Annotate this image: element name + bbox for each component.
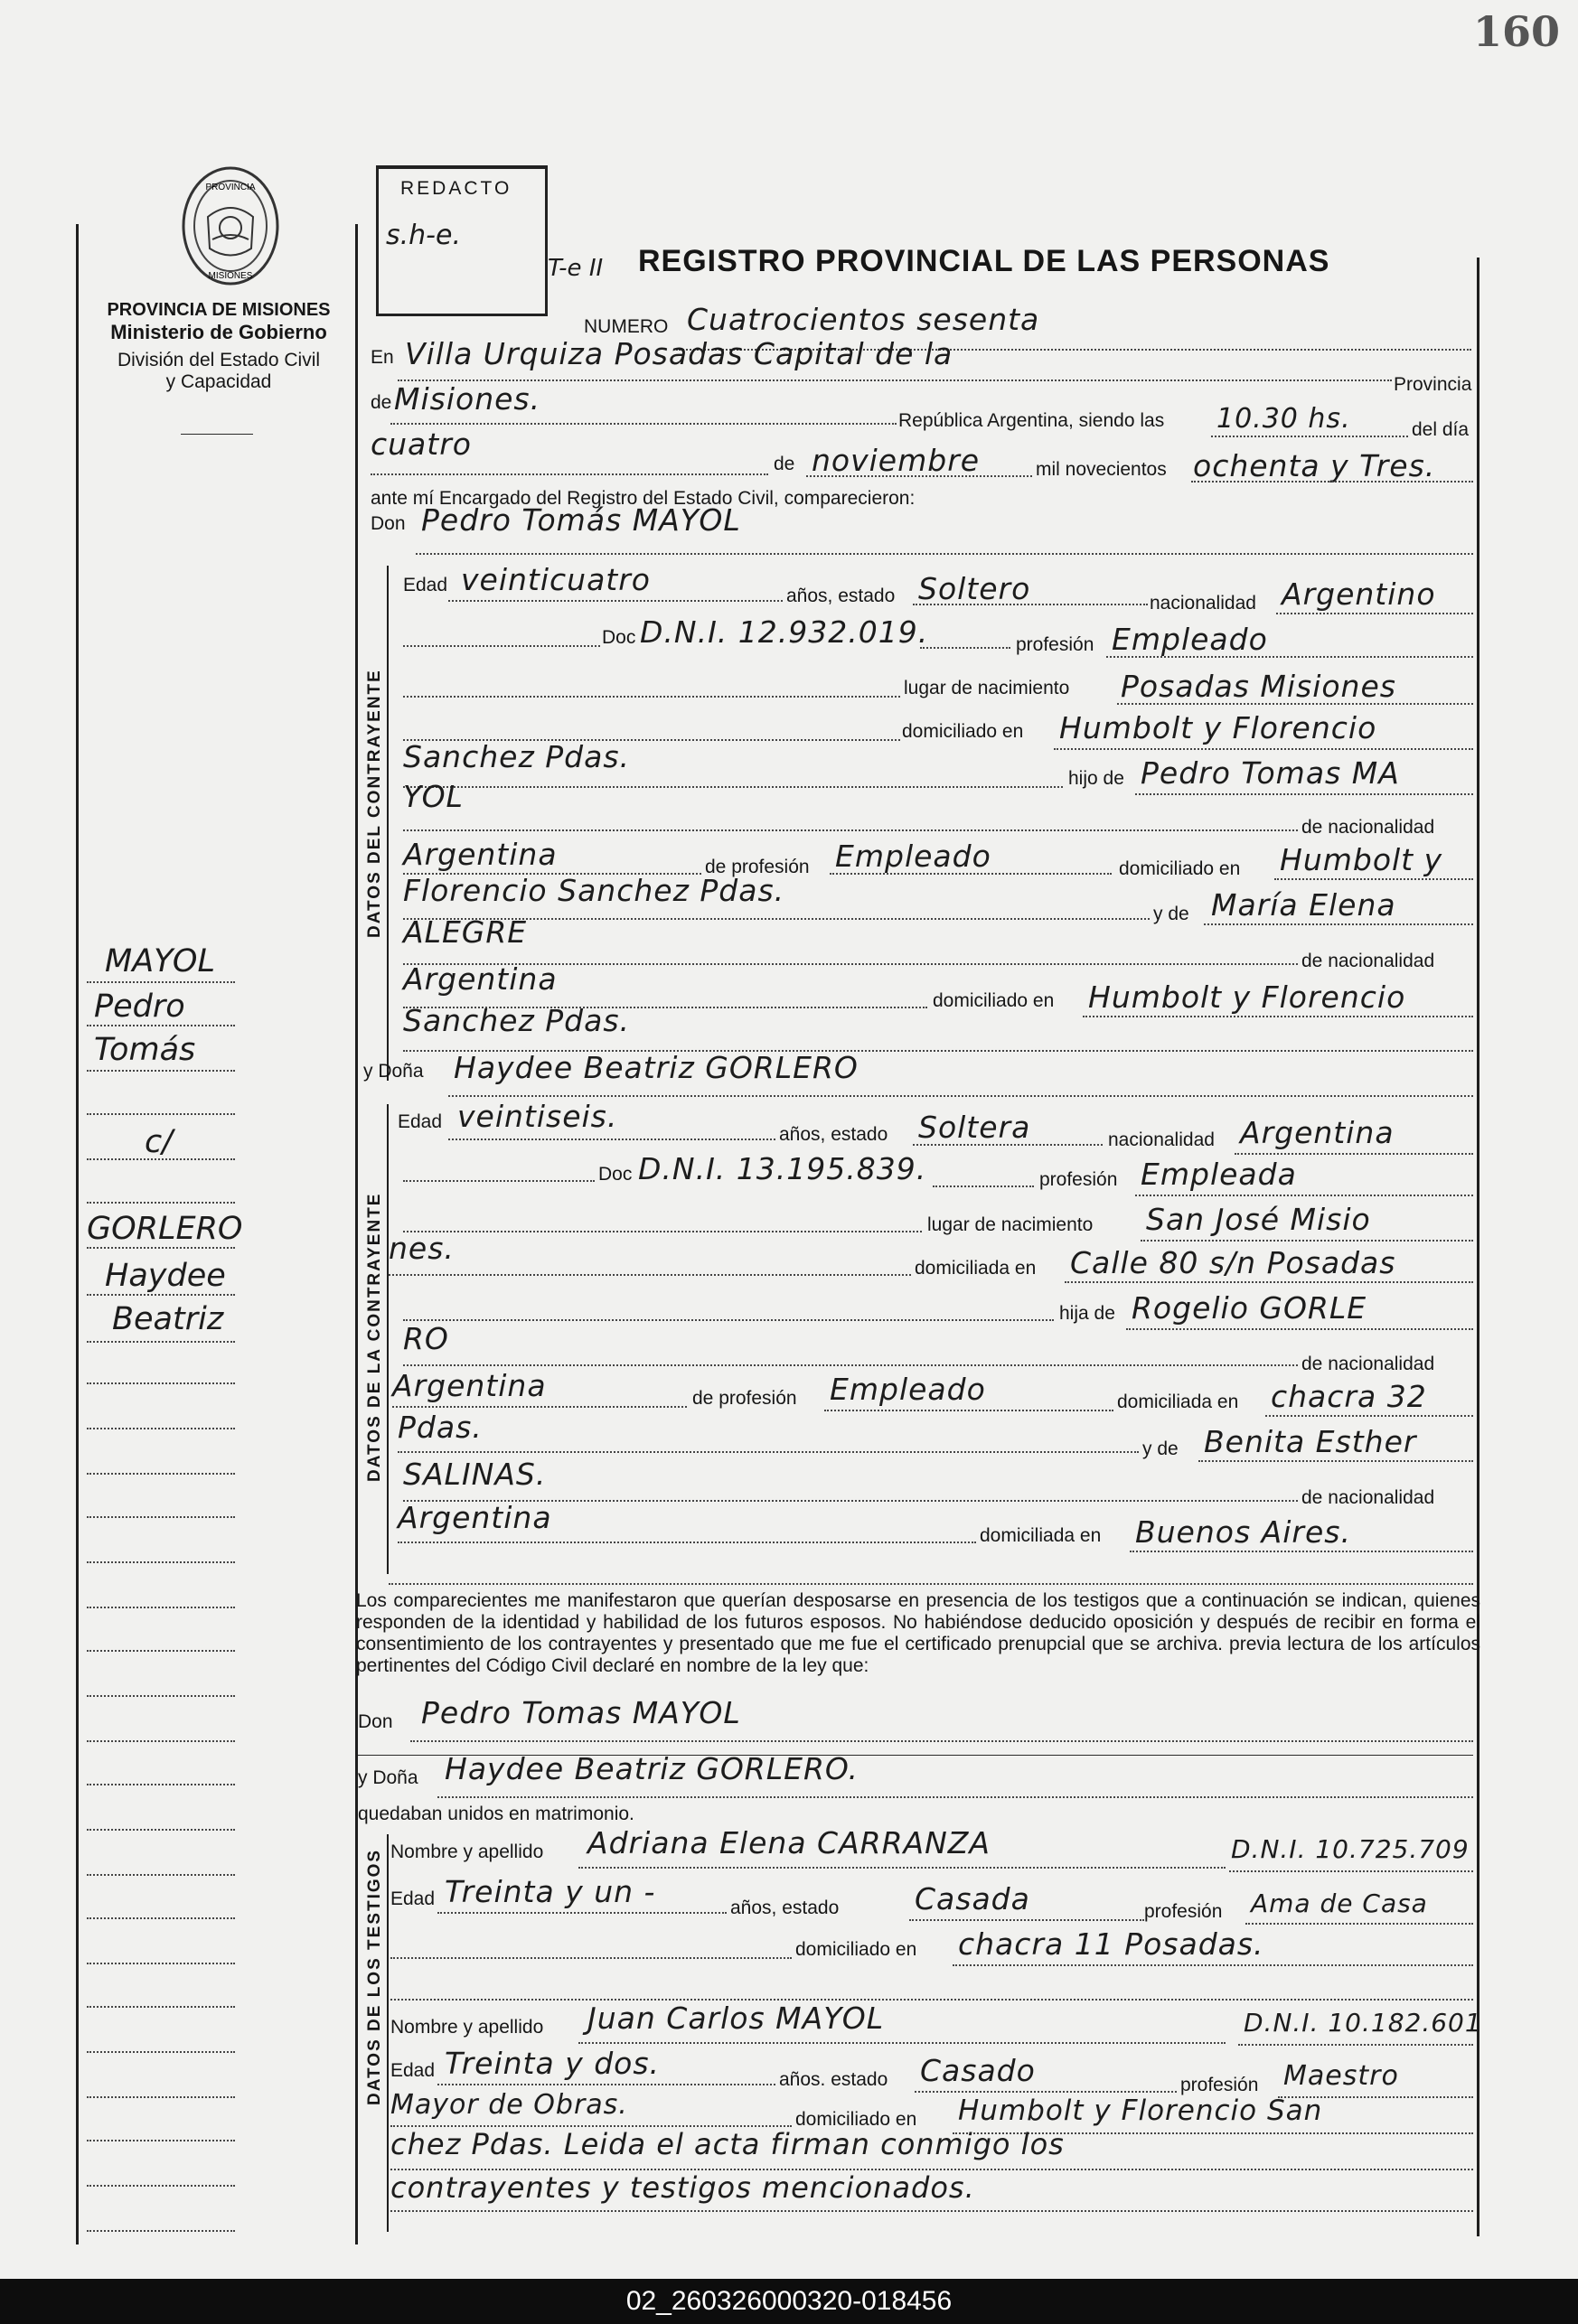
office-block — [83, 300, 354, 393]
anio-value: ochenta y Tres. — [1193, 448, 1436, 483]
groom-madre-dom: Humbolt y Florencio — [1088, 979, 1406, 1015]
bride-padre-nac: Argentina — [392, 1368, 547, 1403]
provincial-seal-icon — [172, 163, 289, 289]
svg-text:PROVINCIA: PROVINCIA — [205, 183, 256, 192]
bride-padre-dom-2: Pdas. — [398, 1410, 483, 1445]
groom-padre-prof-label: de profesión — [705, 857, 810, 877]
w1-nombre: Adriana Elena CARRANZA — [587, 1825, 991, 1860]
dia-value: cuatro — [371, 426, 472, 462]
ante-text: ante mí Encargado del Registro del Estado Civil, comparecieron: — [371, 488, 916, 509]
office-division: División del Estado Civil — [117, 350, 321, 370]
groom-lugar-label: lugar de nacimiento — [904, 678, 1070, 698]
bride-profesion-label: profesión — [1039, 1169, 1118, 1190]
decl-don: Pedro Tomas MAYOL — [421, 1695, 741, 1730]
numero-value: Cuatrocientos sesenta — [687, 302, 1040, 337]
de-value: Misiones. — [394, 381, 541, 417]
w1-dni: D.N.I. 10.725.709 — [1231, 1834, 1470, 1864]
w1-domicilio: chacra 11 Posadas. — [958, 1926, 1264, 1962]
w2-domicilio: Humbolt y Florencio San — [958, 2094, 1323, 2127]
groom-madre-nac-label: de nacionalidad — [1301, 951, 1435, 971]
bride-edad-label: Edad — [398, 1111, 443, 1132]
margin-bride-second: Beatriz — [112, 1301, 224, 1337]
groom-estado: Soltero — [918, 571, 1031, 606]
bride-padre-2: RO — [403, 1321, 449, 1356]
bride-profesion: Empleada — [1141, 1157, 1297, 1192]
w1-profesion-label: profesión — [1144, 1901, 1223, 1922]
margin-second-name: Tomás — [94, 1032, 196, 1068]
bride-padre-prof: Empleado — [830, 1372, 986, 1407]
groom-padre-dom-2: Florencio Sanchez Pdas. — [403, 873, 785, 908]
bride-madre-nac-label: de nacionalidad — [1301, 1487, 1435, 1508]
closing-line-1: chez Pdas. Leida el acta firman conmigo los — [390, 2127, 1065, 2161]
groom-madre-dom-label: domiciliado en — [933, 990, 1055, 1011]
w1-domicilio-label: domiciliado en — [795, 1939, 917, 1960]
w2-estado: Casado — [920, 2053, 1036, 2088]
groom-section-label: DATOS DEL CONTRAYENTE — [365, 669, 384, 938]
en-label: En — [371, 347, 394, 368]
groom-madre-dom-2: Sanchez Pdas. — [403, 1003, 631, 1038]
registry-title: REGISTRO PROVINCIAL DE LAS PERSONAS — [638, 244, 1330, 278]
decl-closing: quedaban unidos en matrimonio. — [358, 1804, 634, 1824]
groom-domicilio-2: Sanchez Pdas. — [403, 739, 631, 774]
hora-value: 10.30 hs. — [1216, 403, 1351, 435]
w2-nombre: Juan Carlos MAYOL — [587, 2001, 885, 2036]
bride-nacionalidad: Argentina — [1240, 1115, 1395, 1150]
groom-domicilio: Humbolt y Florencio — [1059, 710, 1377, 745]
w2-domicilio-label: domiciliado en — [795, 2109, 917, 2130]
redacto-box — [376, 165, 548, 316]
groom-profesion: Empleado — [1112, 622, 1268, 657]
w1-nombre-label: Nombre y apellido — [390, 1841, 544, 1862]
groom-domicilio-label: domiciliado en — [902, 721, 1024, 742]
bride-anos-label: años, estado — [779, 1124, 888, 1145]
bride-padre-nac-label: de nacionalidad — [1301, 1354, 1435, 1374]
groom-hijo-label: hijo de — [1068, 768, 1124, 789]
groom-padre-dom-label: domiciliado en — [1119, 858, 1241, 879]
groom-padre-nac-label: de nacionalidad — [1301, 817, 1435, 838]
margin-surname: MAYOL — [105, 943, 215, 979]
w2-profesion-label: profesión — [1180, 2075, 1259, 2095]
mil-label: mil novecientos — [1036, 459, 1167, 480]
bride-padre-dom-label: domiciliada en — [1117, 1392, 1239, 1412]
bride-madre: Benita Esther — [1204, 1424, 1417, 1459]
closing-line-2: contrayentes y testigos mencionados. — [390, 2170, 975, 2205]
bride-doc: D.N.I. 13.195.839. — [638, 1151, 927, 1186]
bride-madre-nac: Argentina — [398, 1500, 552, 1535]
en-value: Villa Urquiza Posadas Capital de la — [405, 336, 953, 371]
margin-first-name: Pedro — [94, 989, 185, 1025]
w2-profesion-2: Mayor de Obras. — [390, 2089, 628, 2121]
footer-id: 02_260326000320-018456 — [0, 2279, 1578, 2324]
witness-section-label: DATOS DE LOS TESTIGOS — [365, 1848, 384, 2105]
bride-lugar-2: nes. — [389, 1231, 455, 1266]
bride-padre: Rogelio GORLE — [1132, 1290, 1367, 1326]
bride-edad: veintiseis. — [457, 1099, 618, 1134]
bride-domicilio-label: domiciliada en — [915, 1258, 1037, 1279]
provincia-label: Provincia — [1394, 374, 1472, 395]
bride-dona-label: y Doña — [363, 1061, 424, 1082]
bride-name: Haydee Beatriz GORLERO — [454, 1050, 859, 1085]
w2-edad-label: Edad — [390, 2060, 436, 2081]
groom-anos-label: años, estado — [786, 586, 896, 606]
w2-nombre-label: Nombre y apellido — [390, 2017, 544, 2038]
groom-edad: veinticuatro — [461, 562, 651, 597]
groom-madre-nac: Argentina — [403, 961, 558, 997]
groom-padre: Pedro Tomas MA — [1141, 755, 1400, 791]
tome-mark: T-e II — [548, 255, 604, 282]
decl-dona-label: y Doña — [358, 1767, 418, 1788]
w1-edad-label: Edad — [390, 1888, 436, 1909]
groom-nacionalidad-label: nacionalidad — [1150, 593, 1256, 614]
bride-padre-prof-label: de profesión — [692, 1388, 797, 1409]
numero-label: NUMERO — [584, 316, 669, 337]
groom-padre-prof: Empleado — [835, 839, 991, 874]
bride-section-label: DATOS DE LA CONTRAYENTE — [365, 1192, 384, 1482]
del-dia-label: del día — [1412, 419, 1470, 440]
w2-edad: Treinta y dos. — [445, 2046, 661, 2081]
groom-name: Pedro Tomás MAYOL — [421, 502, 741, 538]
bride-madre-dom: Buenos Aires. — [1135, 1514, 1351, 1550]
office-province: PROVINCIA DE MISIONES — [107, 300, 331, 320]
de-mes-label: de — [774, 454, 795, 474]
bride-domicilio: Calle 80 s/n Posadas — [1070, 1245, 1396, 1280]
svg-text:MISIONES: MISIONES — [208, 271, 253, 281]
bride-padre-dom: chacra 32 — [1271, 1379, 1427, 1414]
w1-edad: Treinta y un - — [445, 1874, 656, 1909]
groom-don-label: Don — [371, 513, 406, 534]
margin-bride-surname: GORLERO — [87, 1211, 243, 1247]
decl-don-label: Don — [358, 1711, 393, 1732]
de-label: de — [371, 392, 392, 413]
w2-dni: D.N.I. 10.182.601 — [1244, 2008, 1482, 2038]
groom-profesion-label: profesión — [1016, 634, 1094, 655]
groom-madre: María Elena — [1211, 887, 1396, 923]
w1-anos-label: años, estado — [730, 1898, 840, 1918]
republica-label: República Argentina, siendo las — [898, 410, 1165, 431]
bride-nacionalidad-label: nacionalidad — [1108, 1129, 1215, 1150]
office-capacity: y Capacidad — [165, 371, 272, 392]
groom-y-de-label: y de — [1153, 904, 1189, 924]
margin-con: c/ — [145, 1124, 174, 1160]
groom-padre-nac: Argentina — [403, 837, 558, 872]
bride-madre-dom-label: domiciliada en — [980, 1525, 1102, 1546]
groom-lugar: Posadas Misiones — [1121, 669, 1396, 704]
groom-madre-2: ALEGRE — [403, 914, 528, 950]
bride-estado: Soltera — [918, 1110, 1031, 1145]
office-ministry: Ministerio de Gobierno — [110, 321, 327, 343]
w2-profesion: Maestro — [1283, 2060, 1399, 2092]
bride-hija-label: hija de — [1059, 1303, 1115, 1324]
w2-anos-label: años. estado — [779, 2069, 888, 2090]
margin-bride-first: Haydee — [105, 1258, 226, 1294]
page-number: 160 — [1473, 7, 1561, 56]
declaration-text: Los comparecientes me manifestaron que querían desposarse en presencia de los testigos que a continuación se indican, quienes responden de la identidad y habilidad de los futuros esposos. No habiéndose deducido oposición y después de recibir en forma el consentimiento de los contrayentes y presentado que me fue el certificado prenupcial que se archiva. previa lectura de los artículos pertinentes del Código Civil declaré en nombre de la ley que: — [356, 1590, 1480, 1676]
groom-doc-label: Doc — [602, 627, 636, 648]
w1-profesion: Ama de Casa — [1251, 1888, 1428, 1918]
groom-padre-dom: Humbolt y — [1280, 842, 1443, 877]
groom-padre-2: YOL — [403, 779, 464, 814]
groom-doc: D.N.I. 12.932.019. — [640, 614, 929, 650]
w1-estado: Casada — [915, 1881, 1030, 1916]
bride-y-de-label: y de — [1142, 1438, 1179, 1459]
bride-lugar-label: lugar de nacimiento — [927, 1214, 1094, 1235]
decl-dona: Haydee Beatriz GORLERO. — [445, 1751, 859, 1786]
groom-edad-label: Edad — [403, 575, 448, 595]
bride-lugar: San José Misio — [1146, 1202, 1371, 1237]
groom-nacionalidad: Argentino — [1282, 576, 1436, 612]
redacto-label: REDACTO — [400, 178, 512, 199]
bride-madre-2: SALINAS. — [403, 1457, 547, 1492]
redacto-value: s.h-e. — [386, 220, 461, 251]
bride-doc-label: Doc — [598, 1164, 633, 1185]
mes-value: noviembre — [812, 443, 981, 478]
